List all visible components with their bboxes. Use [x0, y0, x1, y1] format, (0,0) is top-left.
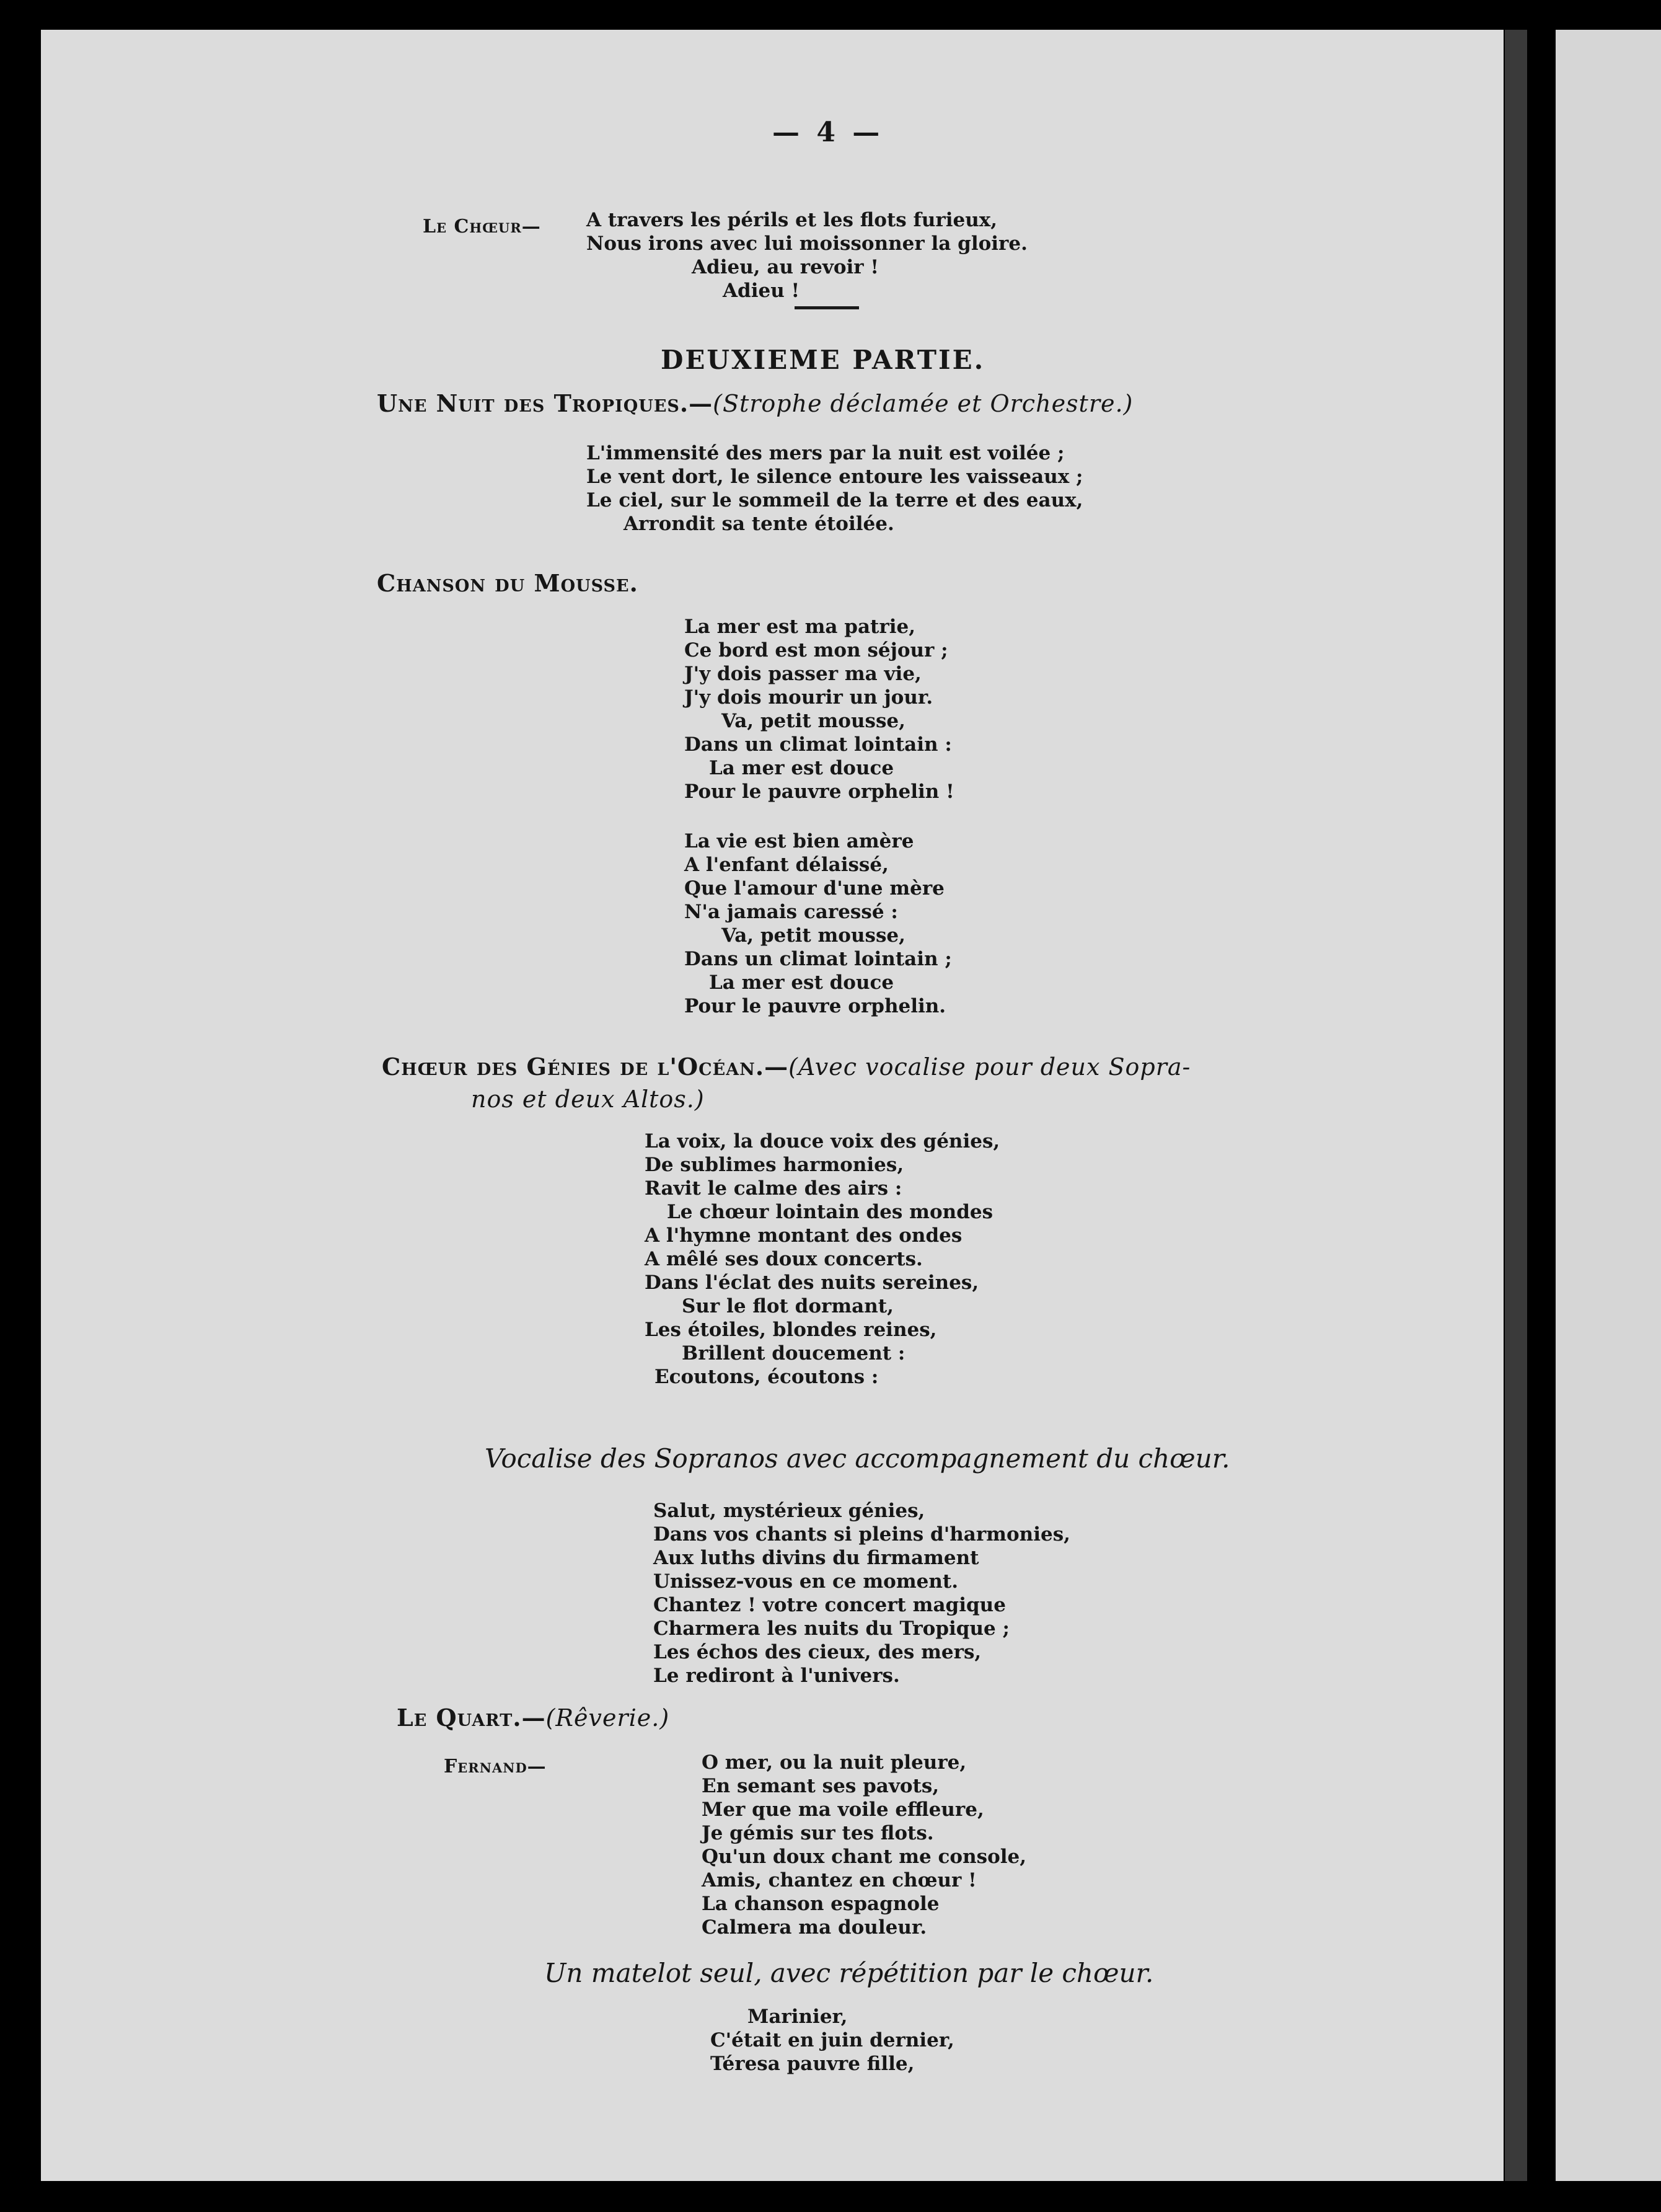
verse-line: Va, petit mousse, [721, 924, 905, 947]
verse-line: C'était en juin dernier, [710, 2029, 954, 2051]
verse-line: Calmera ma douleur. [702, 1916, 927, 1939]
heading-label: Une Nuit des Tropiques.— [377, 389, 713, 417]
verse-line: Téresa pauvre fille, [710, 2053, 915, 2075]
verse-line: Dans un climat lointain : [684, 733, 952, 756]
verse-line: Les étoiles, blondes reines, [645, 1319, 937, 1341]
verse-line: Amis, chantez en chœur ! [702, 1869, 977, 1891]
section-heading-mousse: Chanson du Mousse. [377, 569, 638, 597]
matelot-stanza [710, 2005, 954, 2076]
heading-label: Chœur des Génies de l'Océan.— [382, 1053, 789, 1081]
section-heading-genies [382, 1053, 1191, 1081]
mousse-stanza-1 [684, 615, 954, 803]
verse-line: Ce bord est mon séjour ; [684, 639, 948, 661]
verse-line: Charmera les nuits du Tropique ; [653, 1617, 1010, 1640]
verse-line: A travers les périls et les flots furieux, [586, 209, 998, 231]
verse-line: Que l'amour d'une mère [684, 877, 945, 900]
verse-line: A l'enfant délaissé, [684, 854, 889, 876]
verse-line: En semant ses pavots, [702, 1775, 940, 1797]
quart-stanza [702, 1751, 1026, 1939]
heading-note: nos et deux Altos.) [471, 1086, 705, 1113]
verse-line: Va, petit mousse, [721, 710, 905, 732]
part-title: DEUXIEME PARTIE. [661, 345, 985, 375]
vocalise-stanza [653, 1499, 1070, 1688]
book-spine [1505, 30, 1527, 2181]
genies-stanza [645, 1130, 1000, 1389]
verse-line: Unissez-vous en ce moment. [653, 1570, 959, 1593]
verse-line: Ravit le calme des airs : [645, 1177, 902, 1200]
verse-line: Aux luths divins du firmament [653, 1547, 979, 1569]
verse-line: L'immensité des mers par la nuit est voilée ; [586, 442, 1065, 464]
section-heading-quart [397, 1704, 669, 1732]
heading-note: (Strophe déclamée et Orchestre.) [713, 390, 1134, 417]
chorus-lines [586, 208, 1028, 303]
verse-line: A l'hymne montant des ondes [645, 1224, 963, 1247]
chorus-speaker: Le Chœur— [423, 216, 541, 237]
verse-line: Chantez ! votre concert magique [653, 1594, 1006, 1616]
verse-line: A mêlé ses doux concerts. [645, 1248, 923, 1270]
section-heading-genies-cont [471, 1085, 705, 1113]
section-heading-nuit [377, 389, 1133, 417]
document-page [41, 30, 1504, 2181]
verse-line: N'a jamais caressé : [684, 901, 898, 923]
vocalise-heading: Vocalise des Sopranos avec accompagnement du chœur. [485, 1443, 1230, 1474]
verse-line: La mer est douce [709, 757, 894, 779]
verse-line: La mer est douce [709, 971, 894, 994]
heading-note: (Rêverie.) [545, 1704, 670, 1732]
verse-line: Mer que ma voile effleure, [702, 1798, 984, 1821]
verse-line: Brillent doucement : [682, 1342, 905, 1365]
nuit-stanza [586, 441, 1083, 536]
verse-line: Sur le flot dormant, [682, 1295, 894, 1317]
verse-line: O mer, ou la nuit pleure, [702, 1751, 967, 1774]
heading-label: Le Quart.— [397, 1704, 546, 1732]
verse-line: Je gémis sur tes flots. [702, 1822, 934, 1844]
verse-line: Nous irons avec lui moissonner la gloire. [586, 232, 1028, 255]
verse-line: Adieu, au revoir ! [692, 256, 879, 278]
verse-line: J'y dois passer ma vie, [684, 663, 922, 685]
verse-line: De sublimes harmonies, [645, 1154, 904, 1176]
adjacent-page-edge [1556, 30, 1661, 2181]
verse-line: Pour le pauvre orphelin. [684, 995, 946, 1017]
verse-line: La mer est ma patrie, [684, 616, 915, 638]
page-number: — 4 — [772, 117, 884, 148]
verse-line: Pour le pauvre orphelin ! [684, 781, 954, 803]
verse-line: Dans vos chants si pleins d'harmonies, [653, 1523, 1070, 1546]
verse-line: La chanson espagnole [702, 1893, 940, 1915]
verse-line: Le rediront à l'univers. [653, 1665, 900, 1687]
verse-line: Qu'un doux chant me console, [702, 1846, 1027, 1868]
fernand-speaker: Fernand— [444, 1756, 547, 1777]
mousse-stanza-2 [684, 830, 952, 1018]
heading-note: (Avec vocalise pour deux Sopra- [788, 1053, 1191, 1081]
verse-line: La vie est bien amère [684, 830, 914, 852]
verse-line: Ecoutons, écoutons : [654, 1366, 879, 1388]
verse-line: Adieu ! [723, 280, 800, 302]
matelot-heading: Un matelot seul, avec répétition par le chœur. [544, 1958, 1154, 1988]
verse-line: Salut, mystérieux génies, [653, 1500, 925, 1522]
verse-line: Dans un climat lointain ; [684, 948, 952, 970]
verse-line: Le ciel, sur le sommeil de la terre et des eaux, [586, 489, 1083, 511]
verse-line: Dans l'éclat des nuits sereines, [645, 1272, 979, 1294]
divider-rule [795, 306, 859, 309]
verse-line: Le vent dort, le silence entoure les vaisseaux ; [586, 466, 1083, 488]
verse-line: Les échos des cieux, des mers, [653, 1641, 982, 1663]
verse-line: La voix, la douce voix des génies, [645, 1130, 1000, 1152]
verse-line: Arrondit sa tente étoilée. [623, 513, 894, 535]
verse-line: Marinier, [747, 2006, 848, 2028]
verse-line: J'y dois mourir un jour. [684, 686, 933, 709]
verse-line: Le chœur lointain des mondes [667, 1201, 994, 1223]
